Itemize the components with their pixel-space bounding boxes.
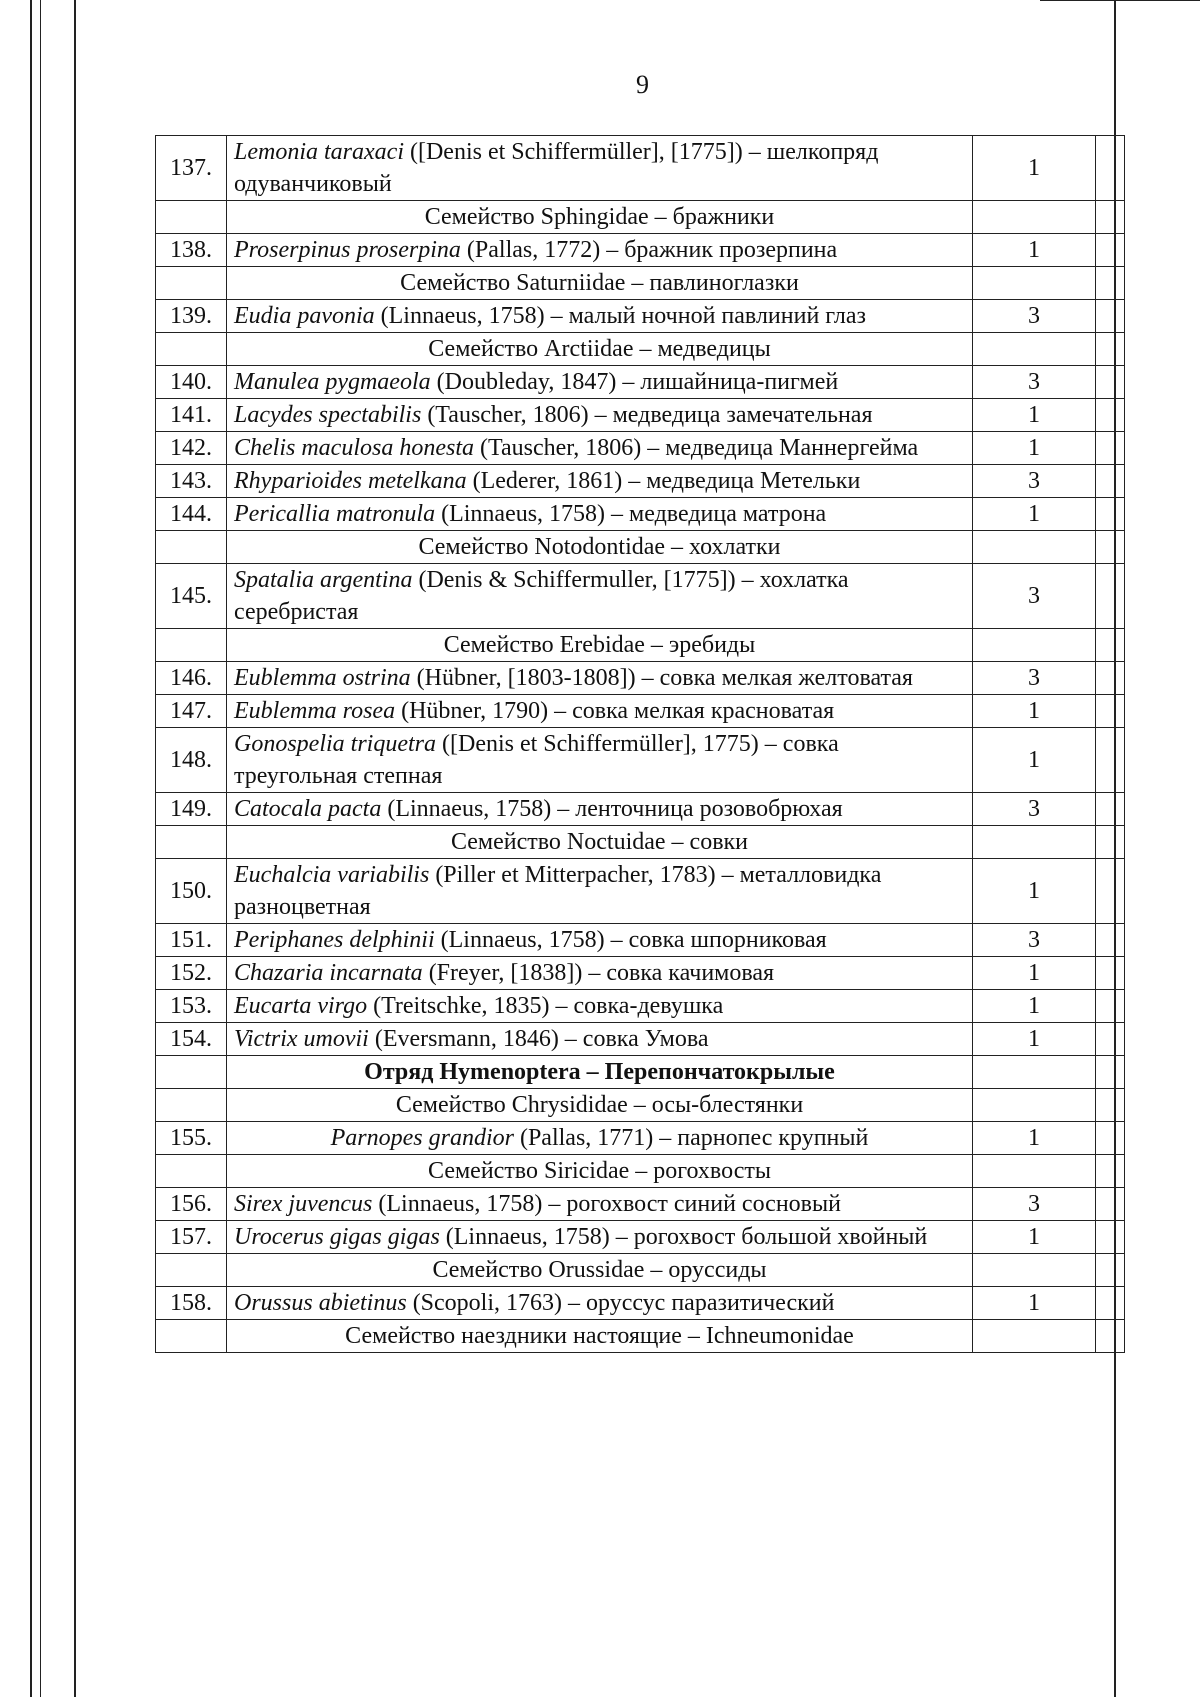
scientific-name: Spatalia argentina <box>234 567 413 593</box>
scientific-name: Lemonia taraxaci <box>234 139 404 165</box>
species-row <box>156 564 1125 629</box>
species-row <box>156 300 1125 333</box>
status-empty <box>973 1056 1096 1089</box>
status-category: 1 <box>973 695 1096 728</box>
row-number: 144. <box>156 498 227 531</box>
row-number-empty <box>156 1089 227 1122</box>
status-category: 3 <box>973 300 1096 333</box>
row-number: 148. <box>156 728 227 793</box>
status-category: 1 <box>973 1023 1096 1056</box>
status-category: 1 <box>973 859 1096 924</box>
extra-column <box>1096 267 1125 300</box>
species-table <box>155 135 1125 1353</box>
family-row <box>156 333 1125 366</box>
family-heading: Семейство наездники настоящие – Ichneumonidae <box>227 1320 973 1353</box>
status-category: 3 <box>973 564 1096 629</box>
author-and-common-name: (Denis & Schiffermuller, [1775]) – хохлатка серебристая <box>234 567 849 625</box>
row-number: 140. <box>156 366 227 399</box>
extra-column <box>1096 1023 1125 1056</box>
row-number: 157. <box>156 1221 227 1254</box>
page-number: 9 <box>636 70 649 99</box>
species-row <box>156 432 1125 465</box>
species-name <box>227 399 973 432</box>
row-number: 158. <box>156 1287 227 1320</box>
species-row <box>156 399 1125 432</box>
scientific-name: Periphanes delphinii <box>234 927 435 953</box>
extra-column <box>1096 564 1125 629</box>
extra-column <box>1096 234 1125 267</box>
extra-column <box>1096 531 1125 564</box>
species-row <box>156 136 1125 201</box>
species-name <box>227 1221 973 1254</box>
status-category: 1 <box>973 990 1096 1023</box>
scientific-name: Parnopes grandior <box>330 1125 514 1151</box>
extra-column <box>1096 1320 1125 1353</box>
status-category: 3 <box>973 366 1096 399</box>
status-empty <box>973 531 1096 564</box>
scientific-name: Eucarta virgo <box>234 993 368 1019</box>
scientific-name: Eublemma ostrina <box>234 665 411 691</box>
species-name <box>227 1023 973 1056</box>
species-name <box>227 1287 973 1320</box>
row-number: 149. <box>156 793 227 826</box>
species-row <box>156 990 1125 1023</box>
author-and-common-name: (Lederer, 1861) – медведица Метельки <box>466 468 861 494</box>
author-and-common-name: (Hübner, 1790) – совка мелкая красноватая <box>395 698 835 724</box>
extra-column <box>1096 629 1125 662</box>
status-empty <box>973 267 1096 300</box>
family-heading: Семейство Siricidae – рогохвосты <box>227 1155 973 1188</box>
extra-column <box>1096 399 1125 432</box>
species-row <box>156 465 1125 498</box>
extra-column <box>1096 1188 1125 1221</box>
scientific-name: Gonospelia triquetra <box>234 731 436 757</box>
author-and-common-name: ([Denis et Schiffermüller], [1775]) – шелкопряд одуванчиковый <box>234 139 879 197</box>
row-number: 139. <box>156 300 227 333</box>
species-row <box>156 793 1125 826</box>
species-name <box>227 300 973 333</box>
species-table-body <box>156 136 1125 1353</box>
row-number-empty <box>156 531 227 564</box>
family-row <box>156 1089 1125 1122</box>
species-name <box>227 859 973 924</box>
species-name <box>227 662 973 695</box>
scientific-name: Lacydes spectabilis <box>234 402 422 428</box>
row-number: 145. <box>156 564 227 629</box>
row-number-empty <box>156 1155 227 1188</box>
author-and-common-name: (Treitschke, 1835) – совка-девушка <box>367 993 724 1019</box>
status-category: 1 <box>973 1287 1096 1320</box>
scientific-name: Rhyparioides metelkana <box>234 468 467 494</box>
family-row <box>156 1155 1125 1188</box>
species-name <box>227 957 973 990</box>
top-edge-line <box>1040 0 1200 1</box>
species-row <box>156 957 1125 990</box>
species-row <box>156 859 1125 924</box>
species-name <box>227 136 973 201</box>
order-heading: Отряд Hymenoptera – Перепончатокрылые <box>227 1056 973 1089</box>
family-row <box>156 629 1125 662</box>
status-empty <box>973 629 1096 662</box>
row-number-empty <box>156 333 227 366</box>
row-number-empty <box>156 201 227 234</box>
species-row <box>156 1188 1125 1221</box>
row-number: 141. <box>156 399 227 432</box>
row-number: 152. <box>156 957 227 990</box>
status-category: 1 <box>973 432 1096 465</box>
extra-column <box>1096 990 1125 1023</box>
row-number: 155. <box>156 1122 227 1155</box>
species-row <box>156 695 1125 728</box>
species-row <box>156 498 1125 531</box>
status-category: 1 <box>973 498 1096 531</box>
family-row <box>156 1320 1125 1353</box>
family-heading: Семейство Notodontidae – хохлатки <box>227 531 973 564</box>
family-row <box>156 1254 1125 1287</box>
extra-column <box>1096 1056 1125 1089</box>
species-row <box>156 662 1125 695</box>
scientific-name: Victrix umovii <box>234 1026 369 1052</box>
family-heading: Семейство Noctuidae – совки <box>227 826 973 859</box>
author-and-common-name: (Tauscher, 1806) – медведица замечательная <box>421 402 873 428</box>
species-name <box>227 728 973 793</box>
extra-column <box>1096 695 1125 728</box>
species-name <box>227 1122 973 1155</box>
extra-column <box>1096 465 1125 498</box>
status-category: 3 <box>973 662 1096 695</box>
author-and-common-name: (Linnaeus, 1758) – рогохвост большой хвойный <box>439 1224 928 1250</box>
family-row <box>156 201 1125 234</box>
left-margin-line <box>40 0 41 1697</box>
row-number: 146. <box>156 662 227 695</box>
extra-column <box>1096 136 1125 201</box>
scientific-name: Eublemma rosea <box>234 698 396 724</box>
row-number-empty <box>156 1320 227 1353</box>
species-row <box>156 366 1125 399</box>
species-name <box>227 564 973 629</box>
row-number: 137. <box>156 136 227 201</box>
species-row <box>156 234 1125 267</box>
row-number-empty <box>156 629 227 662</box>
author-and-common-name: (Linnaeus, 1758) – рогохвост синий сосновый <box>372 1191 841 1217</box>
scientific-name: Sirex juvencus <box>234 1191 373 1217</box>
author-and-common-name: (Linnaeus, 1758) – малый ночной павлиний глаз <box>374 303 867 329</box>
family-heading: Семейство Orussidae – оруссиды <box>227 1254 973 1287</box>
row-number-empty <box>156 1254 227 1287</box>
status-empty <box>973 1089 1096 1122</box>
scientific-name: Urocerus gigas gigas <box>234 1224 440 1250</box>
species-row <box>156 1221 1125 1254</box>
extra-column <box>1096 662 1125 695</box>
status-category: 3 <box>973 465 1096 498</box>
species-name <box>227 695 973 728</box>
family-row <box>156 267 1125 300</box>
extra-column <box>1096 793 1125 826</box>
extra-column <box>1096 201 1125 234</box>
extra-column <box>1096 300 1125 333</box>
extra-column <box>1096 432 1125 465</box>
status-empty <box>973 201 1096 234</box>
row-number-empty <box>156 826 227 859</box>
extra-column <box>1096 1089 1125 1122</box>
family-heading: Семейство Sphingidae – бражники <box>227 201 973 234</box>
status-category: 1 <box>973 234 1096 267</box>
status-category: 3 <box>973 793 1096 826</box>
row-number: 151. <box>156 924 227 957</box>
author-and-common-name: (Linnaeus, 1758) – совка шпорниковая <box>434 927 827 953</box>
extra-column <box>1096 366 1125 399</box>
family-heading: Семейство Erebidae – эребиды <box>227 629 973 662</box>
author-and-common-name: (Pallas, 1772) – бражник прозерпина <box>460 237 838 263</box>
species-name <box>227 432 973 465</box>
status-empty <box>973 1320 1096 1353</box>
left-margin-line <box>30 0 32 1697</box>
species-name <box>227 465 973 498</box>
author-and-common-name: (Pallas, 1771) – парнопес крупный <box>513 1125 869 1151</box>
author-and-common-name: (Eversmann, 1846) – совка Умова <box>368 1026 709 1052</box>
status-empty <box>973 333 1096 366</box>
author-and-common-name: (Freyer, [1838]) – совка качимовая <box>422 960 775 986</box>
scientific-name: Catocala pacta <box>234 796 382 822</box>
author-and-common-name: (Linnaeus, 1758) – медведица матрона <box>435 501 827 527</box>
left-margin-line <box>74 0 76 1697</box>
scientific-name: Pericallia matronula <box>234 501 436 527</box>
row-number: 150. <box>156 859 227 924</box>
species-name <box>227 793 973 826</box>
species-name <box>227 366 973 399</box>
row-number-empty <box>156 1056 227 1089</box>
status-category: 1 <box>973 136 1096 201</box>
extra-column <box>1096 826 1125 859</box>
author-and-common-name: (Tauscher, 1806) – медведица Маннергейма <box>474 435 919 461</box>
status-category: 1 <box>973 728 1096 793</box>
species-name <box>227 990 973 1023</box>
status-category: 3 <box>973 924 1096 957</box>
scientific-name: Proserpinus proserpina <box>234 237 461 263</box>
status-category: 1 <box>973 399 1096 432</box>
extra-column <box>1096 859 1125 924</box>
author-and-common-name: (Piller et Mitterpacher, 1783) – металловидка разноцветная <box>234 862 882 920</box>
scientific-name: Eudia pavonia <box>234 303 375 329</box>
extra-column <box>1096 1221 1125 1254</box>
status-empty <box>973 826 1096 859</box>
family-heading: Семейство Chrysididae – осы-блестянки <box>227 1089 973 1122</box>
status-empty <box>973 1254 1096 1287</box>
extra-column <box>1096 333 1125 366</box>
extra-column <box>1096 924 1125 957</box>
family-heading: Семейство Saturniidae – павлиноглазки <box>227 267 973 300</box>
row-number: 154. <box>156 1023 227 1056</box>
species-row <box>156 1023 1125 1056</box>
extra-column <box>1096 1254 1125 1287</box>
author-and-common-name: (Hübner, [1803-1808]) – совка мелкая желтоватая <box>410 665 913 691</box>
row-number: 143. <box>156 465 227 498</box>
extra-column <box>1096 1155 1125 1188</box>
species-name <box>227 1188 973 1221</box>
extra-column <box>1096 957 1125 990</box>
scientific-name: Chelis maculosa honesta <box>234 435 474 461</box>
species-row <box>156 1122 1125 1155</box>
row-number: 156. <box>156 1188 227 1221</box>
species-name <box>227 924 973 957</box>
extra-column <box>1096 498 1125 531</box>
status-category: 1 <box>973 1122 1096 1155</box>
status-category: 3 <box>973 1188 1096 1221</box>
author-and-common-name: (Scopoli, 1763) – оруссус паразитический <box>406 1290 835 1316</box>
row-number: 138. <box>156 234 227 267</box>
status-category: 1 <box>973 957 1096 990</box>
species-row <box>156 924 1125 957</box>
species-row <box>156 728 1125 793</box>
author-and-common-name: (Linnaeus, 1758) – ленточница розовобрюхая <box>381 796 843 822</box>
species-row <box>156 1287 1125 1320</box>
family-row <box>156 826 1125 859</box>
scientific-name: Chazaria incarnata <box>234 960 423 986</box>
species-name <box>227 234 973 267</box>
row-number: 147. <box>156 695 227 728</box>
extra-column <box>1096 1122 1125 1155</box>
status-category: 1 <box>973 1221 1096 1254</box>
order-row <box>156 1056 1125 1089</box>
scientific-name: Orussus abietinus <box>234 1290 407 1316</box>
author-and-common-name: ([Denis et Schiffermüller], 1775) – совка треугольная степная <box>234 731 839 789</box>
extra-column <box>1096 728 1125 793</box>
row-number: 142. <box>156 432 227 465</box>
row-number-empty <box>156 267 227 300</box>
author-and-common-name: (Doubleday, 1847) – лишайница-пигмей <box>430 369 839 395</box>
family-heading: Семейство Arctiidae – медведицы <box>227 333 973 366</box>
scientific-name: Euchalcia variabilis <box>234 862 430 888</box>
status-empty <box>973 1155 1096 1188</box>
row-number: 153. <box>156 990 227 1023</box>
species-name <box>227 498 973 531</box>
scientific-name: Manulea pygmaeola <box>234 369 431 395</box>
family-row <box>156 531 1125 564</box>
extra-column <box>1096 1287 1125 1320</box>
